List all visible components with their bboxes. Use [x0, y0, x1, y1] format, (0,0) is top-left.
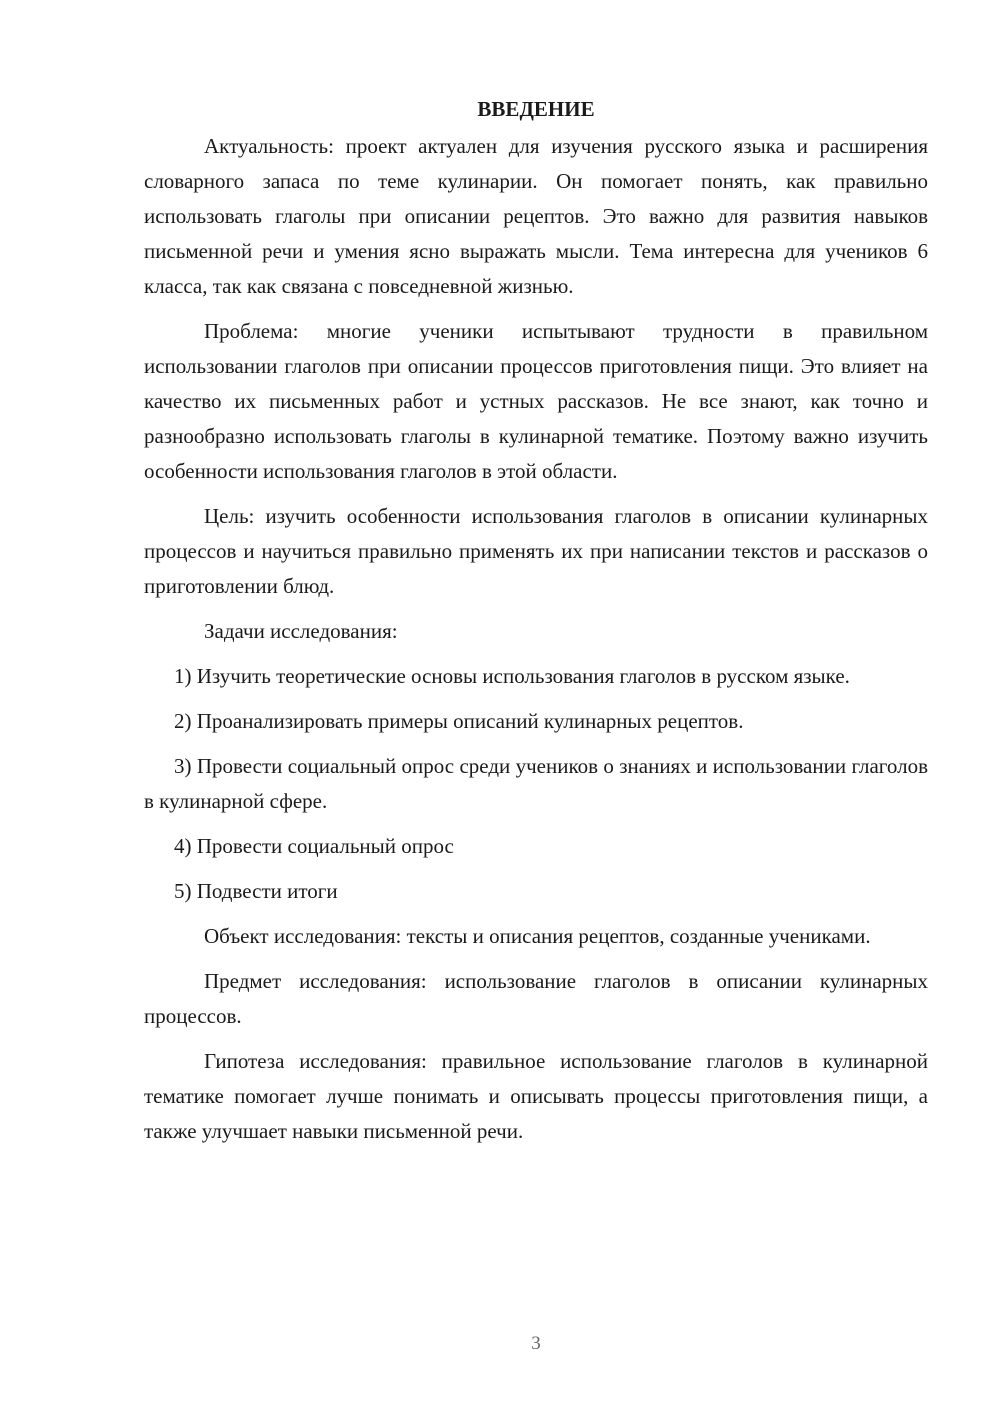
- object-paragraph: Объект исследования: тексты и описания рецептов, созданные учениками.: [204, 924, 871, 948]
- task-item-1: 1) Изучить теоретические основы использования глаголов в русском языке.: [174, 664, 850, 688]
- task-item-2: 2) Проанализировать примеры описаний кулинарных рецептов.: [174, 709, 744, 733]
- tasks-label: Задачи исследования:: [204, 619, 398, 643]
- task-item-3: 3) Провести социальный опрос среди учеников о знаниях и использовании глаголов в кулинарной сфере.: [144, 754, 928, 813]
- relevance-paragraph: Актуальность: проект актуален для изучения русского языка и расширения словарного запаса по теме кулинарии. Он помогает понять, как правильно использовать глаголы при описании рецептов. Это важно для развития навыков письменной речи и умения ясно выражать мысли. Тема интересна для учеников 6 класса, так как связана с повседневной жизнью.: [144, 134, 928, 298]
- section-title: ВВЕДЕНИЕ: [477, 97, 595, 121]
- document-page: [144, 92, 928, 1159]
- hypothesis-paragraph: Гипотеза исследования: правильное использование глаголов в кулинарной тематике помогает лучше понимать и описывать процессы приготовления пищи, а также улучшает навыки письменной речи.: [144, 1049, 928, 1143]
- problem-paragraph: Проблема: многие ученики испытывают трудности в правильном использовании глаголов при описании процессов приготовления пищи. Это влияет на качество их письменных работ и устных рассказов. Не все знают, как точно и разнообразно использовать глаголы в кулинарной тематике. Поэтому важно изучить особенности использования глаголов в этой области.: [144, 319, 928, 483]
- goal-paragraph: Цель: изучить особенности использования глаголов в описании кулинарных процессов и научиться правильно применять их при написании текстов и рассказов о приготовлении блюд.: [144, 504, 928, 598]
- page-number: 3: [531, 1333, 541, 1354]
- task-item-5: 5) Подвести итоги: [174, 879, 338, 903]
- task-item-4: 4) Провести социальный опрос: [174, 834, 454, 858]
- subject-paragraph: Предмет исследования: использование глаголов в описании кулинарных процессов.: [144, 969, 928, 1028]
